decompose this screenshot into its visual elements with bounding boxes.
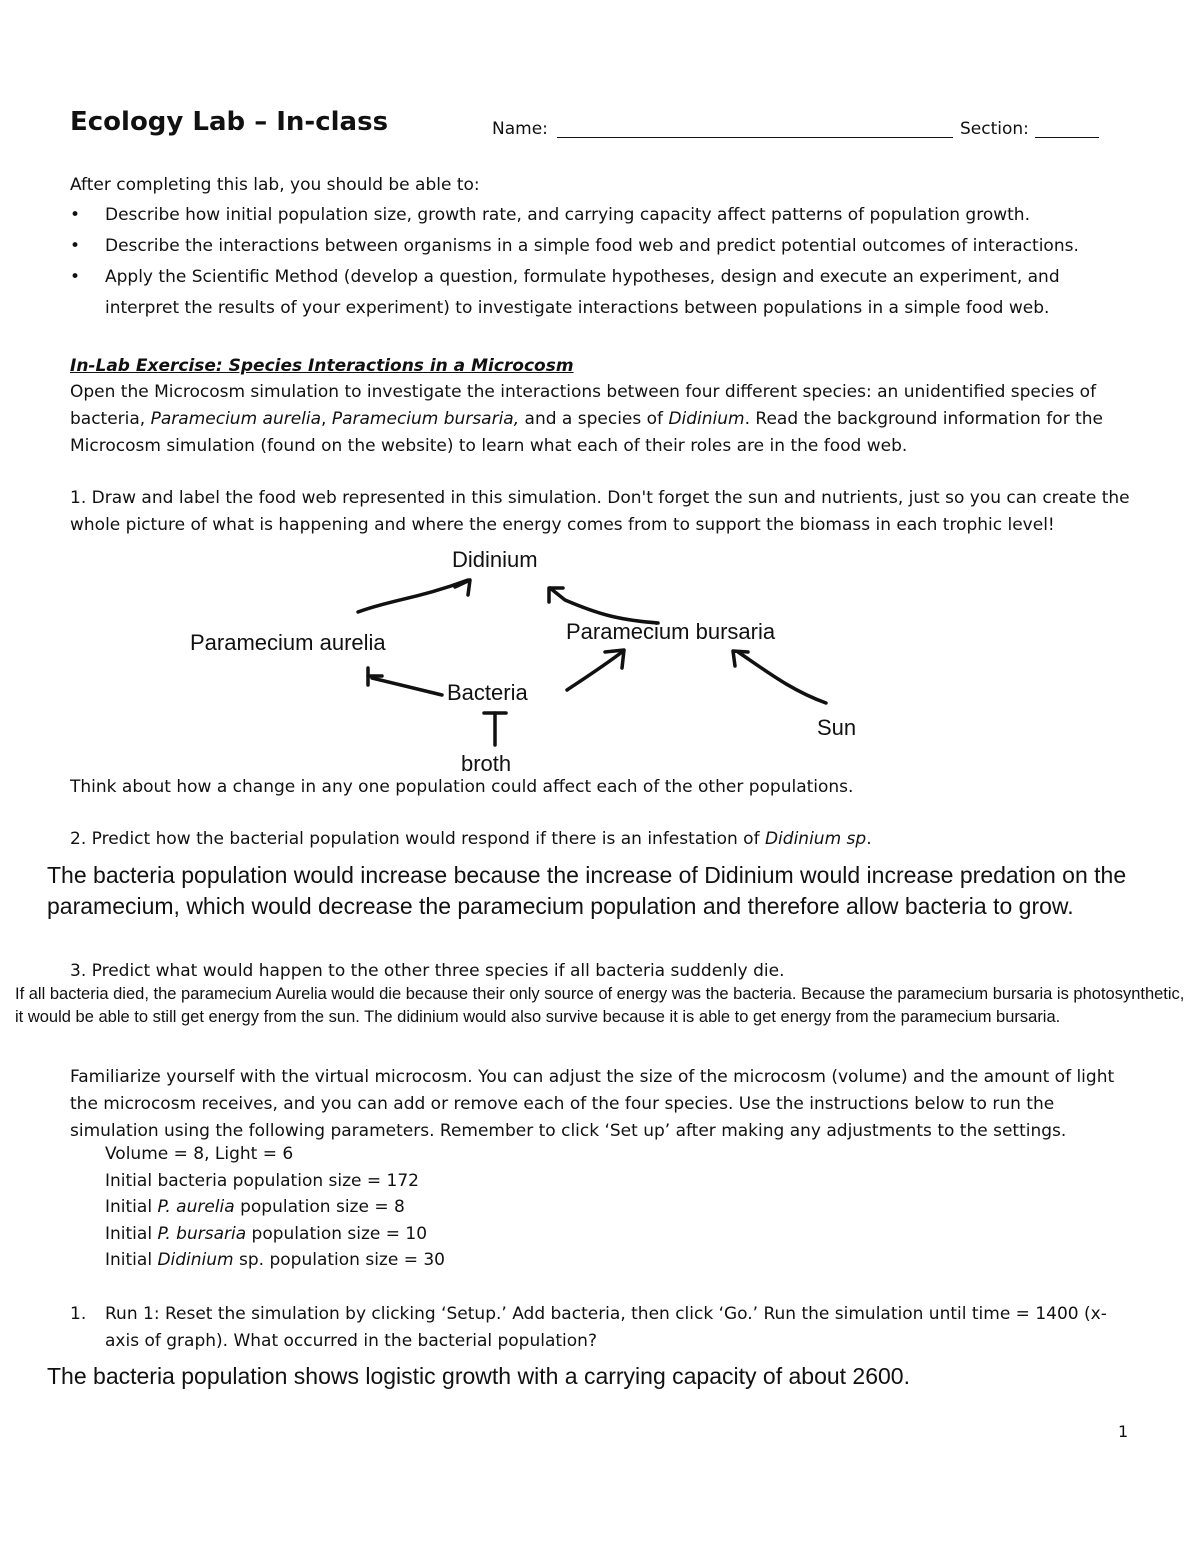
page-title: Ecology Lab – In-class — [70, 107, 389, 137]
param-bacteria: Initial bacteria population size = 172 — [105, 1170, 419, 1191]
objective-item: • Apply the Scientific Method (develop a question, formulate hypotheses, design and execute an experiment, and interpret the results of your experiment) to investigate interactions between populations in a simple food web. — [70, 262, 1130, 324]
familiarize-paragraph: Familiarize yourself with the virtual microcosm. You can adjust the size of the microcosm (volume) and the amount of light the microcosm receives, and you can add or remove each of the four species. Use the instructions below to run the simulation using the following parameters. Remember to click ‘Set up’ after making any adjustments to the settings. — [70, 1067, 1115, 1141]
question-1: 1. Draw and label the food web represented in this simulation. Don't forget the sun and nutrients, just so you can create the whole picture of what is happening and where the energy comes from to support the biomass in each trophic level! — [70, 488, 1130, 535]
node-paramecium-aurelia: Paramecium aurelia — [190, 630, 386, 655]
section-heading — [70, 353, 1140, 380]
exercise-paragraph: Open the Microcosm simulation to investigate the interactions between four different species: an unidentified species of bacteria, Paramecium aurelia, Paramecium bursaria, and a species of Didinium. Read the background information for the Microcosm simulation (found on the website) to learn what each of their roles are in the food web. — [70, 382, 1103, 456]
exercise-title: In-Lab Exercise: Species Interactions in a Microcosm — [70, 356, 574, 376]
arrow-sun-to-bursaria — [738, 652, 826, 703]
arrow-bursaria-to-didinium — [550, 588, 658, 623]
param-didinium: Initial Didinium sp. population size = 30 — [105, 1250, 445, 1270]
param-bursaria: Initial P. bursaria population size = 10 — [105, 1223, 428, 1244]
objective-item: • Describe the interactions between organisms in a simple food web and predict potential outcomes of interactions. — [70, 231, 1130, 262]
list-number: 1. — [70, 1304, 87, 1324]
arrow-bacteria-to-aurelia — [372, 678, 442, 695]
node-paramecium-bursaria: Paramecium bursaria — [566, 619, 776, 644]
param-aurelia: Initial P. aurelia population size = 8 — [105, 1197, 405, 1217]
answer-3: If all bacteria died, the paramecium Aurelia would die because their only source of energy was the bacteria. Because the paramecium bursaria is photosynthetic, it would be able to still get energy from the sun. The didinium would also survive because it is able to get energy from the paramecium bursaria. — [15, 985, 1185, 1026]
param-volume-light: Volume = 8, Light = 6 — [105, 1144, 294, 1164]
species-name: Paramecium aurelia — [150, 409, 322, 429]
name-label: Name: — [492, 119, 548, 139]
answer-2: The bacteria population would increase because the increase of Didinium would increase predation on the paramecium, which would decrease the paramecium population and therefore allow bacteria to grow. — [47, 862, 1127, 919]
think-text: Think about how a change in any one population could affect each of the other populations. — [70, 777, 854, 797]
node-broth: broth — [461, 751, 512, 776]
food-web-arrows — [0, 540, 1200, 780]
answer-run-1: The bacteria population shows logistic growth with a carrying capacity of about 2600. — [47, 1363, 910, 1389]
objective-item: • Describe how initial population size, growth rate, and carrying capacity affect patterns of population growth. — [70, 200, 1130, 231]
node-didinium: Didinium — [452, 547, 538, 572]
intro-text: After completing this lab, you should be able to: — [70, 175, 480, 195]
run-1-text: Run 1: Reset the simulation by clicking ‘Setup.’ Add bacteria, then click ‘Go.’ Run the simulation until time = 1400 (x-axis of graph). What occurred in the bacterial population? — [105, 1304, 1107, 1351]
question-3: 3. Predict what would happen to the other three species if all bacteria suddenly die. — [70, 961, 785, 981]
species-name: Paramecium bursaria, — [331, 409, 520, 429]
arrow-aurelia-to-didinium — [358, 580, 468, 612]
species-name: Didinium — [668, 409, 745, 429]
question-2: 2. Predict how the bacterial population would respond if there is an infestation of Didinium sp. — [70, 829, 872, 849]
run-1-item — [70, 1301, 1140, 1355]
page-number: 1 — [1118, 1422, 1129, 1441]
objectives-list — [70, 200, 1130, 324]
parameter-list — [105, 1141, 445, 1274]
section-field[interactable] — [1035, 137, 1099, 138]
node-bacteria: Bacteria — [447, 680, 528, 705]
arrow-bacteria-to-bursaria — [567, 652, 622, 690]
section-label: Section: — [960, 119, 1029, 139]
node-sun: Sun — [817, 715, 857, 740]
name-field[interactable] — [557, 137, 953, 138]
species-name: Didinium sp — [764, 829, 867, 849]
